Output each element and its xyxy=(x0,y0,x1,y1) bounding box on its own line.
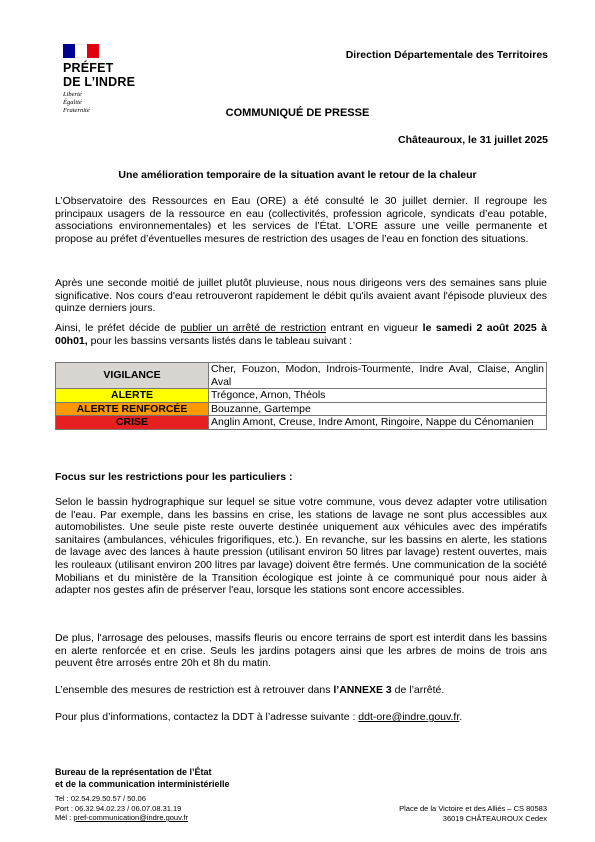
table-row xyxy=(56,416,547,430)
paragraph-watering: De plus, l'arrosage des pelouses, massifs fleuris ou encore terrains de sport est interdit dans les bassins en alerte renforcée et en crise. Seuls les jardins potagers ainsi que les arbres de moins de trois ans peuvent être arrosés entre 20h et 8h du matin. xyxy=(55,632,547,670)
level-cell: VIGILANCE xyxy=(56,363,209,389)
motto: Liberté Égalité Fraternité xyxy=(63,91,90,114)
paragraph-contact: Pour plus d’informations, contactez la DDT à l’adresse suivante : ddt-ore@indre.gouv.fr. xyxy=(55,711,463,723)
footer-contacts: Tel : 02.54.29.50.57 / 50.06 Port : 06.32.94.02.23 / 06.07.08.31.19 Mél : pref-communication@indre.gouv.fr xyxy=(55,794,188,822)
table-row xyxy=(56,363,547,389)
contact-email-link[interactable]: ddt-ore@indre.gouv.fr xyxy=(358,711,460,723)
level-cell: ALERTE xyxy=(56,389,209,403)
paragraph-car-wash: Selon le bassin hydrographique sur lequel se situe votre commune, vous devez adapter votre utilisation de l'eau. Par exemple, dans les bassins en crise, les stations de lavage ne sont plus accessibles aux automobilistes. Une seule piste reste ouverte destinée uniquement aux véhicules avec des impératifs sanitaires (ambulances, véhicules frigorifiques, etc.). En revanche, sur les bassins en alerte, les stations de lavage avec des lances à haute pression (utilisant environ 50 litres par lavage) restent ouvertes, mais les rouleaux (utilisant environ 200 litres par lavage) doivent être fermés. Une communication de la société Mobilians et du ministère de la Transition écologique est jointe à ce communiqué pour nous aider à adapter nos gestes afin de préserver l'eau, lorsque les stations sont encore accessibles. xyxy=(55,496,547,597)
paragraph-decision: Ainsi, le préfet décide de publier un arrêté de restriction entrant en vigueur le samedi 2 août 2025 à 00h01, pour les bassins versants listés dans le tableau suivant : xyxy=(55,322,547,347)
table-row xyxy=(56,402,547,416)
footer-bureau: Bureau de la représentation de l’État et de la communication interministérielle xyxy=(55,767,230,789)
document-type: COMMUNIQUÉ DE PRESSE xyxy=(225,107,370,119)
table-row xyxy=(56,389,547,403)
direction-header: Direction Départementale des Territoires xyxy=(345,49,548,61)
document-date: Châteauroux, le 31 juillet 2025 xyxy=(398,134,548,146)
basins-cell: Trégonce, Arnon, Théols xyxy=(209,389,547,403)
level-cell: ALERTE RENFORCÉE xyxy=(56,402,209,416)
arrete-link[interactable]: publier un arrêté de restriction xyxy=(180,322,327,334)
prefecture-logo-text: PRÉFET DE L’INDRE xyxy=(63,61,136,89)
paragraph-weather: Après une seconde moitié de juillet plutôt pluvieuse, nous nous dirigeons vers des semaines sans pluie significative. Nos cours d'eau retrouveront rapidement le débit qu'ils avaient avant l'épisode pluvieux des quinze derniers jours. xyxy=(55,277,547,315)
footer-address: Place de la Victoire et des Alliés – CS 80583 36019 CHÂTEAUROUX Cedex xyxy=(399,804,547,823)
headline: Une amélioration temporaire de la situation avant le retour de la chaleur xyxy=(118,169,477,181)
level-cell: CRISE xyxy=(56,416,209,430)
basins-cell: Cher, Fouzon, Modon, Indrois-Tourmente, Indre Aval, Claise, Anglin Aval xyxy=(209,363,547,389)
restriction-table xyxy=(55,362,547,430)
basins-cell: Anglin Amont, Creuse, Indre Amont, Ringoire, Nappe du Cénomanien xyxy=(209,416,547,430)
paragraph-annex: L’ensemble des mesures de restriction est à retrouver dans l’ANNEXE 3 de l’arrêté. xyxy=(55,684,445,696)
republic-flag-logo xyxy=(63,44,99,58)
basins-cell: Bouzanne, Gartempe xyxy=(209,402,547,416)
focus-heading: Focus sur les restrictions pour les particuliers : xyxy=(55,471,293,483)
paragraph-ore: L’Observatoire des Ressources en Eau (ORE) a été consulté le 30 juillet dernier. Il regroupe les principaux usagers de la ressource en eau (collectivités, profession agricole, syndicats d’eau potable, associations environnementales) et les services de l’État. L’ORE assure une veille permanente et propose au préfet d’éventuelles mesures de restriction des usages de l’eau en fonction des situations. xyxy=(55,195,547,245)
footer-email-link[interactable]: pref-communication@indre.gouv.fr xyxy=(73,813,188,822)
